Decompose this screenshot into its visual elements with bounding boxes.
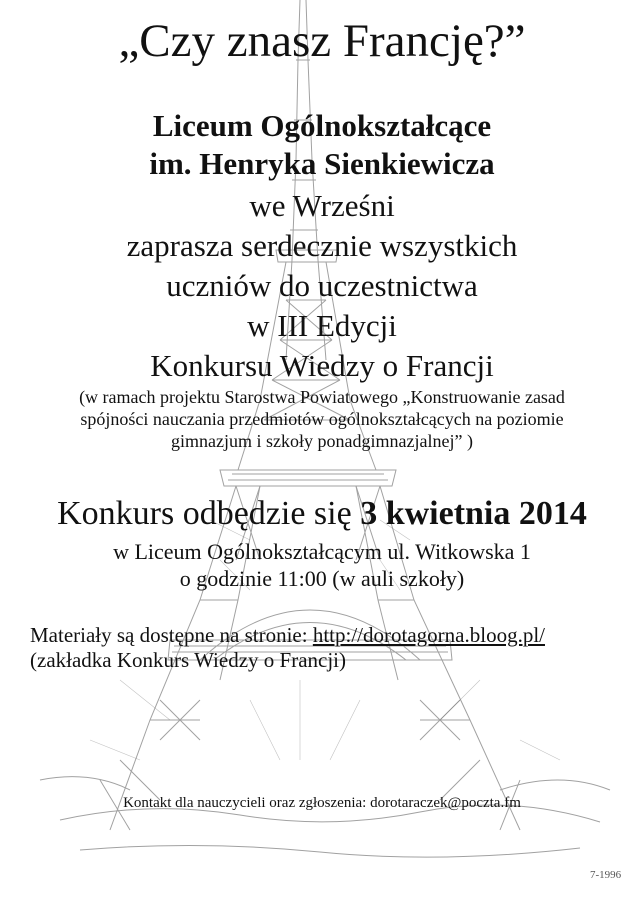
contest-date: 3 kwietnia 2014 bbox=[360, 495, 587, 532]
project-note-line1: (w ramach projektu Starostwa Powiatowego „Konstruowanie zasad bbox=[79, 387, 565, 407]
school-location: we Wrześni bbox=[249, 188, 395, 223]
edition-text: w III Edycji bbox=[247, 308, 397, 343]
invitation-line2: uczniów do uczestnictwa bbox=[166, 268, 478, 303]
time-text: o godzinie 11:00 (w auli szkoły) bbox=[179, 566, 465, 591]
sketch-signature: 7-1996 bbox=[590, 869, 622, 881]
contest-name: Konkursu Wiedzy o Francji bbox=[150, 348, 494, 383]
contest-date-line bbox=[0, 497, 644, 531]
contact-info: Kontakt dla nauczycieli oraz zgłoszenia: dorotaraczek@poczta.fm bbox=[123, 795, 521, 811]
invitation-line1: zaprasza serdecznie wszystkich bbox=[126, 228, 518, 263]
venue-text: w Liceum Ogólnokształcącym ul. Witkowska 1 bbox=[113, 539, 531, 564]
materials-link[interactable]: http://dorotagorna.bloog.pl/ bbox=[312, 623, 545, 647]
materials-line bbox=[30, 625, 630, 646]
materials-tab-note: (zakładka Konkurs Wiedzy o Francji) bbox=[30, 648, 346, 672]
project-note-line3: gimnazjum i szkoły ponadgimnazjalnej” ) bbox=[171, 431, 473, 451]
materials-prefix: Materiały są dostępne na stronie: bbox=[30, 623, 313, 647]
school-name-line2: im. Henryka Sienkiewicza bbox=[149, 146, 495, 181]
project-note-line2: spójności nauczania przedmiotów ogólnokształcących na poziomie bbox=[80, 409, 564, 429]
school-name-line1: Liceum Ogólnokształcące bbox=[152, 108, 492, 143]
poster-title: „Czy znasz Francję?” bbox=[118, 15, 526, 67]
date-prefix: Konkurs odbędzie się bbox=[57, 495, 361, 532]
